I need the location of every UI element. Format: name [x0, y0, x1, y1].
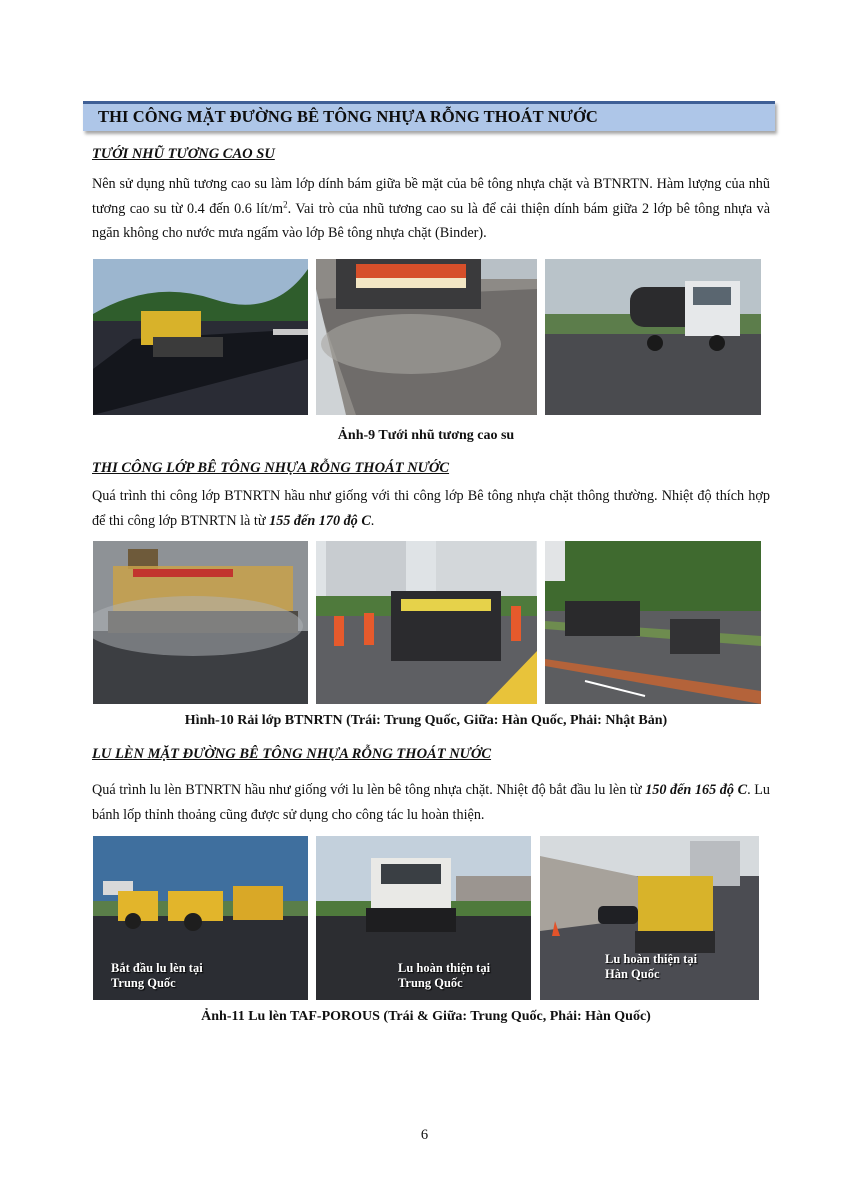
overlay-right-line-1: Lu hoàn thiện tại [605, 952, 698, 966]
caption-photo-11: Ảnh-11 Lu lèn TAF-POROUS (Trái & Giữa: Trung Quốc, Phải: Hàn Quốc) [201, 1009, 651, 1024]
paragraph-compaction [92, 778, 770, 827]
paragraph-paving-emphasis: 155 đến 170 độ C [269, 512, 371, 529]
photo-paving-right [545, 541, 761, 704]
subsection-title-paving: THI CÔNG LỚP BÊ TÔNG NHỰA RỖNG THOÁT NƯỚC [92, 460, 450, 476]
caption-figure-10: Hình-10 Rải lớp BTNRTN (Trái: Trung Quốc, Giữa: Hàn Quốc, Phải: Nhật Bản) [184, 713, 668, 728]
caption-photo-9: Ảnh-9 Tưới nhũ tương cao su [337, 428, 515, 443]
subsection-title-tack-coat: TƯỚI NHŨ TƯƠNG CAO SU [92, 146, 275, 162]
paragraph-paving-part-b: . [370, 512, 375, 529]
paragraph-tack-coat [92, 172, 770, 246]
overlay-label-middle [398, 961, 490, 991]
section-header-bar [83, 101, 775, 131]
overlay-right-line-2: Hàn Quốc [605, 967, 660, 981]
photo-compaction-left [93, 836, 308, 1000]
photo-compaction-right [540, 836, 759, 1000]
subsection-title-compaction: LU LÈN MẶT ĐƯỜNG BÊ TÔNG NHỰA RỖNG THOÁT NƯỚC [92, 746, 492, 762]
photo-paving-middle [316, 541, 537, 704]
overlay-mid-line-1: Lu hoàn thiện tại [398, 961, 491, 975]
overlay-label-right [605, 952, 697, 982]
paragraph-tack-coat-part-b: . Vai trò của nhũ tương cao su là để cải thiện dính bám giữa 2 lớp bê tông nhựa và ngăn không cho nước mưa ngấm vào lớp Bê tông nhựa chặt (Binder). [92, 200, 770, 241]
paragraph-compaction-part-a: Quá trình lu lèn BTNRTN hầu như giống với lu lèn bê tông nhựa chặt. Nhiệt độ bắt đầu lu lèn từ [92, 782, 646, 798]
photo-tack-coat-right [545, 259, 761, 415]
page-number: 6 [420, 1127, 429, 1143]
paragraph-compaction-emphasis: 150 đến 165 độ C [645, 782, 748, 798]
photo-compaction-middle [316, 836, 531, 1000]
overlay-left-line-2: Trung Quốc [111, 976, 176, 990]
paragraph-tack-coat-part-a: Nên sử dụng nhũ tương cao su làm lớp dính bám giữa bề mặt của bê tông nhựa chặt và BTNRTN. Hàm lượng của nhũ tương cao su từ 0.4 đến 0.6 lít/m [92, 176, 770, 217]
photo-tack-coat-middle [316, 259, 537, 415]
overlay-mid-line-2: Trung Quốc [398, 976, 463, 990]
overlay-left-line-1: Bắt đầu lu lèn tại [111, 961, 203, 975]
paragraph-paving [92, 484, 770, 533]
paragraph-compaction-part-b: . Lu bánh lốp thỉnh thoảng cũng được sử dụng cho công tác lu hoàn thiện. [92, 782, 770, 823]
overlay-label-left [111, 961, 203, 991]
superscript: 2 [283, 198, 288, 209]
paragraph-paving-part-a: Quá trình thi công lớp BTNRTN hầu như giống với thi công lớp Bê tông nhựa chặt thông thường. Nhiệt độ thích hợp để thi công lớp BTNRTN là từ [92, 488, 770, 529]
section-header-title: THI CÔNG MẶT ĐƯỜNG BÊ TÔNG NHỰA RỖNG THOÁT NƯỚC [98, 107, 598, 126]
photo-paving-left [93, 541, 308, 704]
photo-tack-coat-left [93, 259, 308, 415]
